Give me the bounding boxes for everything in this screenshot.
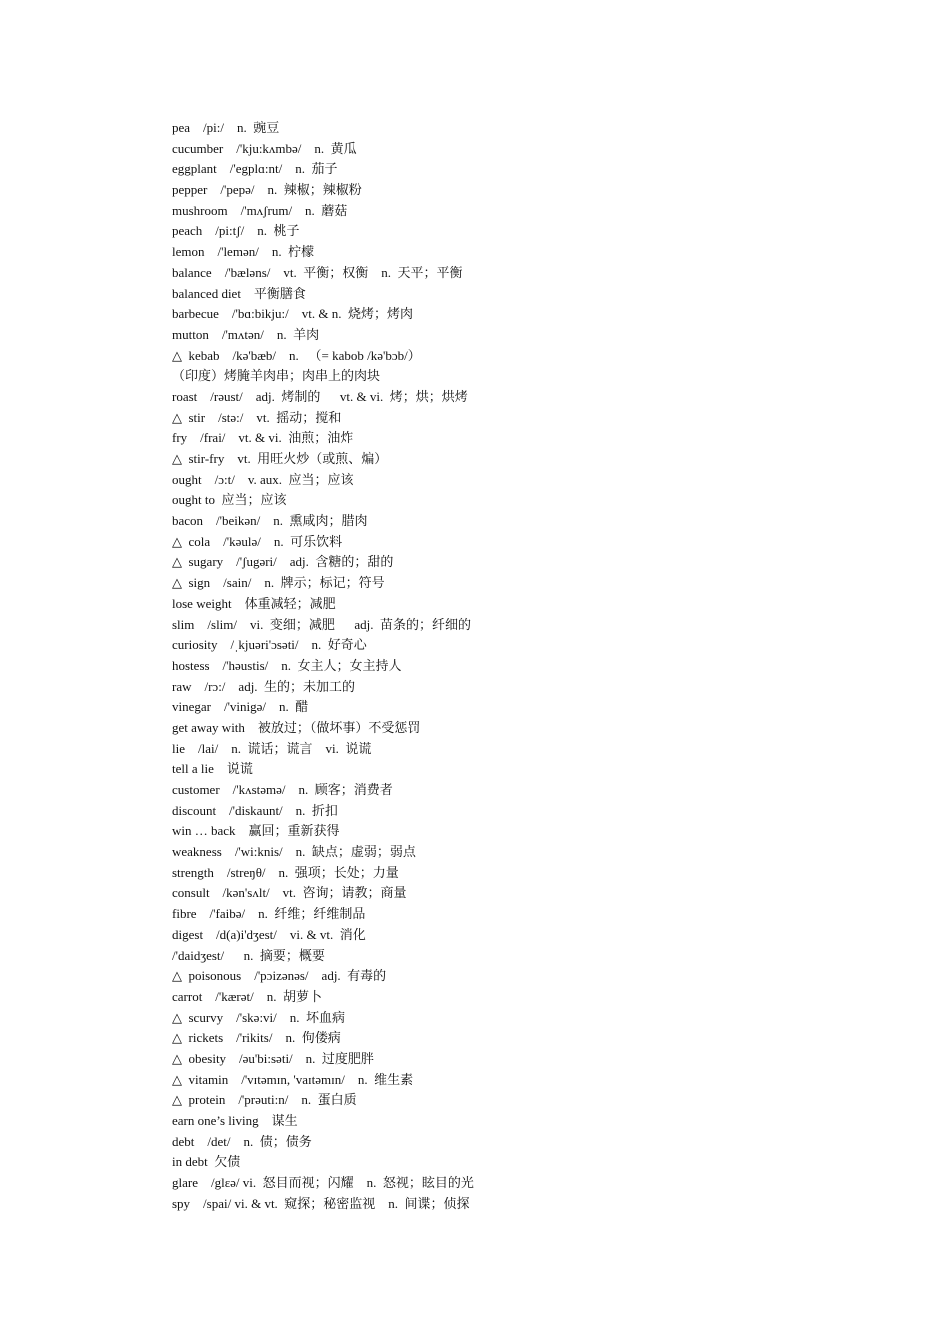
vocab-line: △ sugary /'ʃugəri/ adj. 含糖的；甜的 [172,554,394,570]
vocab-line: tell a lie 说谎 [172,761,253,777]
vocab-line: glare /glɛə/ vi. 怒目而视；闪耀 n. 怒视；眩目的光 [172,1175,474,1191]
vocab-line: roast /rəust/ adj. 烤制的 vt. & vi. 烤；烘；烘烤 [172,388,468,404]
vocab-line: curiosity /ˌkjuəri'ɔsəti/ n. 好奇心 [172,637,367,653]
vocab-line: get away with 被放过；（做坏事）不受惩罚 [172,719,421,735]
vocab-line: vinegar /'vinigə/ n. 醋 [172,699,309,715]
vocab-line: △ vitamin /'vɪtəmɪn, 'vaɪtəmɪn/ n. 维生素 [172,1071,414,1087]
vocab-line: balance /'bæləns/ vt. 平衡；权衡 n. 天平；平衡 [172,264,463,280]
vocab-line: lemon /'lemən/ n. 柠檬 [172,244,315,260]
vocab-line: spy /spai/ vi. & vt. 窥探；秘密监视 n. 间谍；侦探 [172,1195,470,1211]
vocab-line: debt /det/ n. 债；债务 [172,1133,312,1149]
vocab-line: fry /frai/ vt. & vi. 油煎；油炸 [172,430,354,446]
vocab-line: △ sign /sain/ n. 牌示；标记；符号 [172,575,385,591]
vocab-line: balanced diet 平衡膳食 [172,285,306,301]
vocab-line: △ obesity /əu'bi:səti/ n. 过度肥胖 [172,1050,374,1066]
vocab-line: hostess /'həustis/ n. 女主人；女主持人 [172,657,402,673]
vocab-line: customer /'kʌstəmə/ n. 顾客；消费者 [172,782,393,797]
vocab-line: lie /lai/ n. 谎话；谎言 vi. 说谎 [172,740,372,756]
vocab-line: cucumber /'kju:kʌmbə/ n. 黄瓜 [172,140,357,156]
vocab-line: barbecue /'bɑ:bikju:/ vt. & n. 烧烤；烤肉 [172,306,413,322]
vocab-line: /'daidʒest/ n. 摘要；概要 [172,947,325,963]
vocab-line: mushroom /'mʌʃrum/ n. 蘑菇 [172,202,348,218]
vocab-line: fibre /'faibə/ n. 纤维；纤维制品 [172,906,366,922]
vocab-line: pea /pi:/ n. 豌豆 [172,120,280,135]
vocab-line: △ cola /'kəulə/ n. 可乐饮料 [172,533,343,549]
vocab-line: digest /d(a)i'dʒest/ vi. & vt. 消化 [172,926,366,942]
vocab-line: （印度）烤腌羊肉串；肉串上的肉块 [172,368,381,384]
vocab-line: △ rickets /'rikits/ n. 佝偻病 [172,1030,341,1046]
vocab-line: in debt 欠债 [172,1154,241,1170]
vocab-line: earn one’s living 谋生 [172,1113,298,1128]
vocab-line: pepper /'pepə/ n. 辣椒；辣椒粉 [172,182,362,198]
vocab-line: eggplant /'egplɑ:nt/ n. 茄子 [172,161,338,177]
vocab-line: slim /slim/ vi. 变细；减肥 adj. 苗条的；纤细的 [172,616,472,632]
vocab-line: △ scurvy /'skə:vi/ n. 坏血病 [172,1009,346,1025]
vocab-line: strength /streŋθ/ n. 强项；长处；力量 [172,864,399,880]
vocab-line: ought to 应当；应该 [172,492,287,508]
vocab-line: △ stir-fry vt. 用旺火炒（或煎、煸） [172,451,388,466]
vocab-line: carrot /'kærət/ n. 胡萝卜 [172,988,323,1004]
vocab-line: discount /'diskaunt/ n. 折扣 [172,802,338,818]
vocab-line: △ stir /stə:/ vt. 摇动；搅和 [172,409,342,425]
vocab-line: △ kebab /kə'bæb/ n. （= kabob /kə'bɔb/） [172,347,421,363]
vocab-line: △ poisonous /'pɔizənəs/ adj. 有毒的 [172,968,387,984]
vocab-line: △ protein /'prəuti:n/ n. 蛋白质 [172,1092,357,1108]
vocab-line: win … back 赢回；重新获得 [172,823,340,839]
vocabulary-list [172,118,872,1214]
vocab-line: ought /ɔ:t/ v. aux. 应当；应该 [172,471,354,487]
vocab-line: weakness /'wi:knis/ n. 缺点；虚弱；弱点 [172,844,416,860]
vocab-line: consult /kən'sʌlt/ vt. 咨询；请教；商量 [172,885,407,901]
vocab-line: bacon /'beikən/ n. 熏咸肉；腊肉 [172,513,368,529]
vocab-line: lose weight 体重减轻；减肥 [172,595,336,611]
vocab-line: peach /pi:tʃ/ n. 桃子 [172,223,300,239]
vocab-line: mutton /'mʌtən/ n. 羊肉 [172,326,320,342]
vocab-line: raw /rɔ:/ adj. 生的；未加工的 [172,678,356,694]
